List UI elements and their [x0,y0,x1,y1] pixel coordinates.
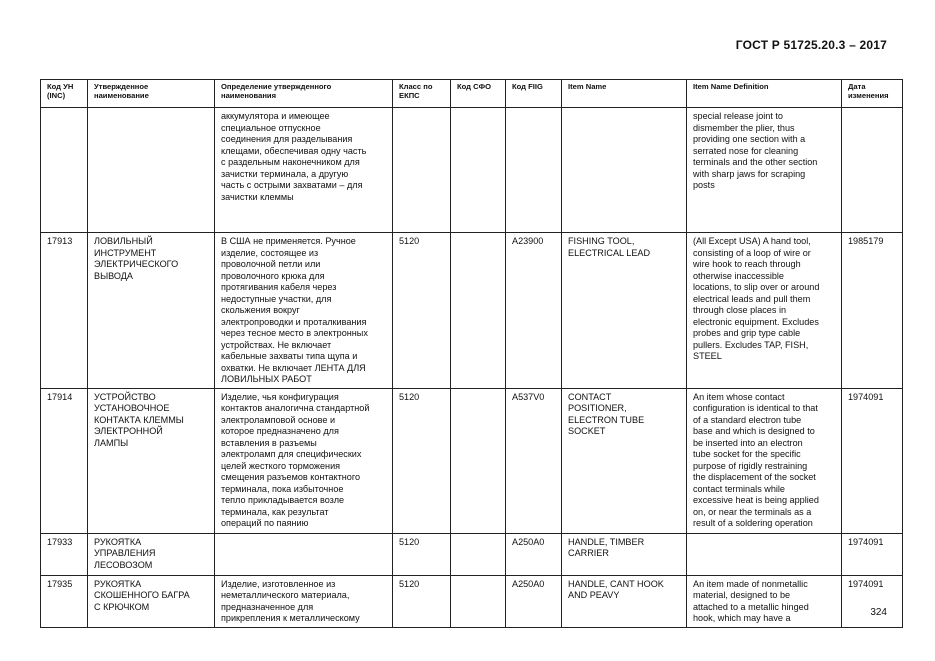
cell-approved-name [88,108,215,233]
cell-item-name [562,108,687,233]
cell-sfo [451,388,506,533]
specification-table [40,79,903,628]
cell-item-name: CONTACT POSITIONER, ELECTRON TUBE SOCKET [562,388,687,533]
cell-class [393,108,451,233]
cell-item-name-definition: (All Except USA) A hand tool, consisting of a loop of wire or wire hook to reach through otherwise inaccessible locations, to slip over or around electrical leads and pull them through close places in electronic equipment. Excludes probes and grip type cable pullers. Excludes TAP, FISH, STEEL [687,233,842,389]
cell-change-date: 1974091 [842,533,903,575]
cell-name-definition [215,533,393,575]
document-standard-number: ГОСТ Р 51725.20.3 – 2017 [735,38,887,52]
column-header-inc: Код УН (INC) [41,80,88,108]
column-header-change-date: Дата изменения [842,80,903,108]
cell-sfo [451,108,506,233]
cell-name-definition: В США не применяется. Ручное изделие, состоящее из проволочной петли или проволочного крюка для протягивания кабеля через недоступные участки, для скольжения вокруг электропроводки и проталкивания через тесное место в электронных устройствах. Не включает кабельные захваты типа щупа и охватки. Не включает ЛЕНТА ДЛЯ ЛОВИЛЬНЫХ РАБОТ [215,233,393,389]
table-row [41,575,903,627]
cell-change-date: 1985179 [842,233,903,389]
cell-class: 5120 [393,233,451,389]
cell-inc: 17914 [41,388,88,533]
column-header-approved-name: Утвержденное наименование [88,80,215,108]
cell-approved-name: УСТРОЙСТВО УСТАНОВОЧНОЕ КОНТАКТА КЛЕММЫ ЭЛЕКТРОННОЙ ЛАМПЫ [88,388,215,533]
cell-approved-name: ЛОВИЛЬНЫЙ ИНСТРУМЕНТ ЭЛЕКТРИЧЕСКОГО ВЫВОДА [88,233,215,389]
column-header-item-name-definition: Item Name Definition [687,80,842,108]
cell-approved-name: РУКОЯТКА СКОШЕННОГО БАГРА С КРЮЧКОМ [88,575,215,627]
cell-class: 5120 [393,388,451,533]
cell-name-definition: Изделие, изготовленное из неметаллического материала, предназначенное для прикрепления к металлическому [215,575,393,627]
cell-change-date: 1974091 [842,575,903,627]
cell-sfo [451,575,506,627]
cell-fiig: A23900 [506,233,562,389]
cell-inc: 17935 [41,575,88,627]
column-header-item-name: Item Name [562,80,687,108]
cell-fiig [506,108,562,233]
cell-item-name-definition: special release joint to dismember the plier, thus providing one section with a serrated nose for cleaning terminals and the other section with sharp jaws for scraping posts [687,108,842,233]
cell-change-date [842,108,903,233]
cell-name-definition: аккумулятора и имеющее специальное отпускное соединения для разделывания клещами, обеспечивая одну часть с раздельным наконечником для зачистки терминала, а другую часть с острыми захватами – для зачистки клеммы [215,108,393,233]
column-header-fiig: Код FIIG [506,80,562,108]
cell-change-date: 1974091 [842,388,903,533]
cell-name-definition: Изделие, чья конфигурация контактов аналогична стандартной электроламповой основе и которое предназначено для вставления в разъемы электроламп для специфических целей жесткого торможения смещения разъемов контактного терминала, пока избыточное тепло прикладывается возле терминала, как результат операций по паянию [215,388,393,533]
cell-class: 5120 [393,533,451,575]
cell-inc: 17933 [41,533,88,575]
cell-inc: 17913 [41,233,88,389]
column-header-sfo: Код СФО [451,80,506,108]
cell-sfo [451,533,506,575]
cell-fiig: A537V0 [506,388,562,533]
column-header-class: Класс по ЕКПС [393,80,451,108]
cell-inc [41,108,88,233]
column-header-name-definition: Определение утвержденного наименования [215,80,393,108]
cell-item-name-definition: An item whose contact configuration is identical to that of a standard electron tube base and which is designed to be inserted into an electron tube socket for the specific purpose of rigidly restraining the displacement of the socket contact terminals while excessive heat is being applied on, or near the terminals as a result of a soldering operation [687,388,842,533]
cell-item-name: FISHING TOOL, ELECTRICAL LEAD [562,233,687,389]
cell-item-name: HANDLE, TIMBER CARRIER [562,533,687,575]
cell-item-name: HANDLE, CANT HOOK AND PEAVY [562,575,687,627]
cell-class: 5120 [393,575,451,627]
table-row [41,233,903,389]
table-row [41,388,903,533]
cell-sfo [451,233,506,389]
cell-fiig: A250A0 [506,533,562,575]
table-row [41,108,903,233]
cell-fiig: A250A0 [506,575,562,627]
table-row [41,533,903,575]
cell-approved-name: РУКОЯТКА УПРАВЛЕНИЯ ЛЕСОВОЗОМ [88,533,215,575]
cell-item-name-definition: An item made of nonmetallic material, designed to be attached to a metallic hinged hook, which may have a [687,575,842,627]
table-header-row [41,80,903,108]
page-number: 324 [870,607,887,618]
cell-item-name-definition [687,533,842,575]
